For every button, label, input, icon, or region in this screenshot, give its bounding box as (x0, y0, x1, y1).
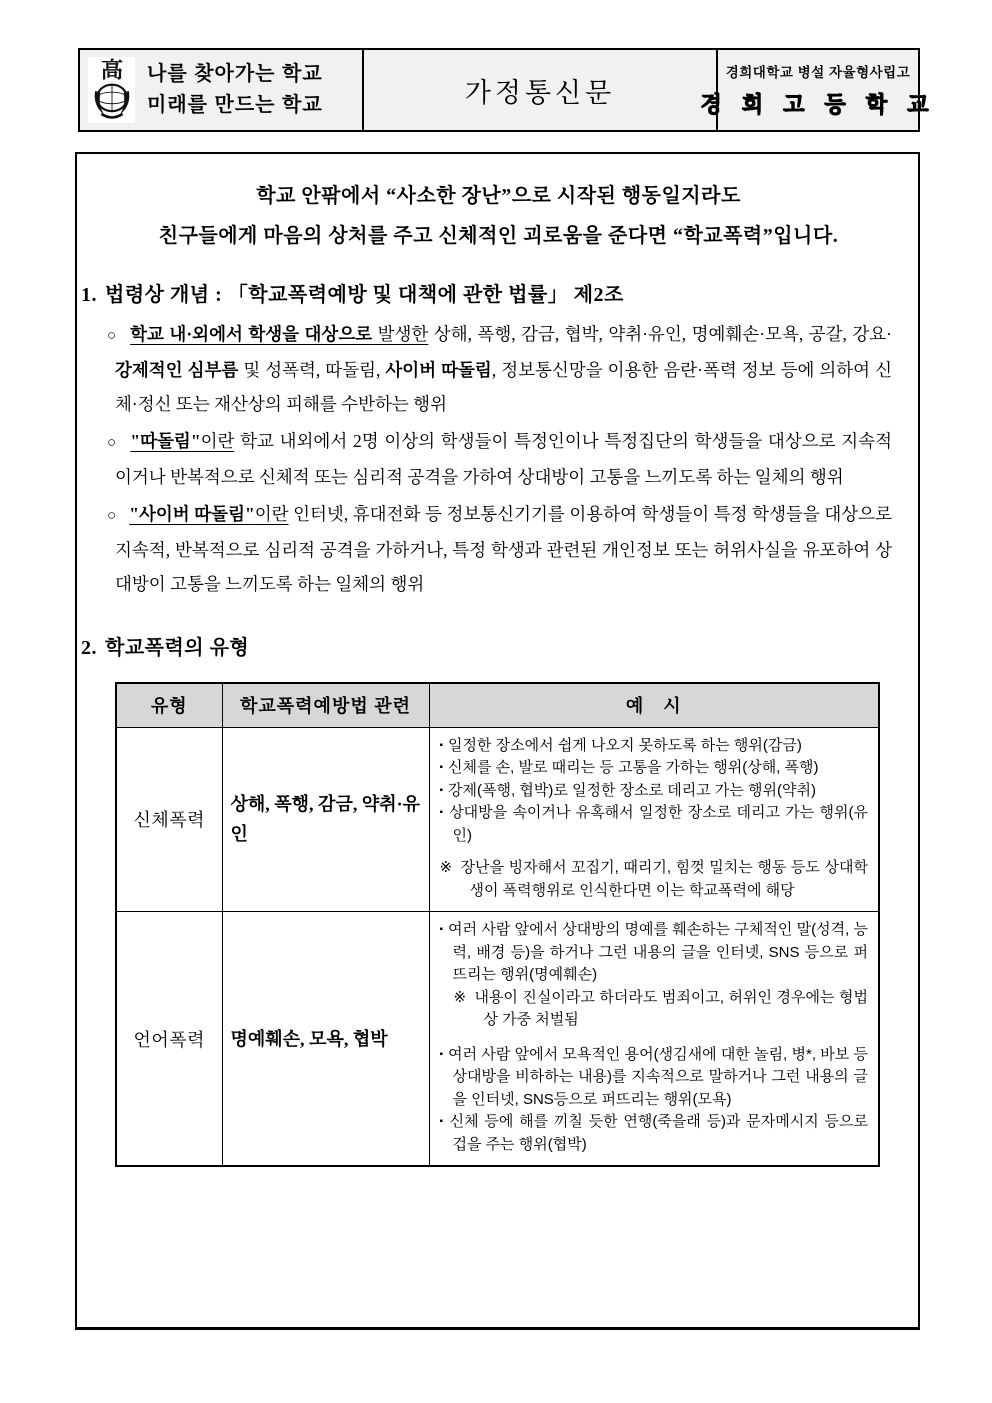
row-law: 상해, 폭행, 감금, 약취·유인 (222, 727, 429, 912)
example-item: ▪ 신체 등에 해를 끼칠 듯한 연행(죽을래 등)과 문자메시지 등으로 겁을 주는 행위(협박) (439, 1113, 868, 1153)
section1-number: 1. (81, 284, 97, 306)
legal-definition-item: ○ "따돌림"이란 학교 내외에서 2명 이상의 학생들이 특정인이나 특정집단의 학생들을 대상으로 지속적이거나 반복적으로 신체적 또는 심리적 공격을 가하여 상대방이 고통을 느끼도록 하는 일체의 행위 (107, 431, 892, 487)
section1-heading (81, 278, 892, 307)
square-bullet-icon: ▪ (439, 762, 444, 773)
section1-title: 법령상 개념 : 「학교폭력예방 및 대책에 관한 법률」 제2조 (105, 284, 624, 306)
circle-bullet-icon: ○ (107, 508, 117, 524)
col-header-examples: 예 시 (429, 683, 879, 727)
school-affiliation: 경희대학교 병설 자율형사립고 (725, 65, 911, 80)
col-header-law: 학교폭력예방법 관련 (222, 683, 429, 727)
example-note: ※ 내용이 진실이라고 하더라도 범죄이고, 허위인 경우에는 형법상 가중 처벌됨 (453, 988, 868, 1028)
example-item: ▪ 여러 사람 앞에서 모욕적인 용어(생김새에 대한 놀림, 병*, 바보 등 상대방을 비하하는 내용)를 지속적으로 말하거나 그런 내용의 글을 인터넷, SNS등으로 퍼뜨리는 행위(모욕) (439, 1045, 868, 1108)
intro-line-2: 친구들에게 마음의 상처를 주고 신체적인 괴로움을 준다면 “학교폭력”입니다. (158, 225, 839, 247)
square-bullet-icon: ▪ (439, 1048, 444, 1060)
reference-mark-icon: ※ (439, 859, 453, 876)
section2-heading (81, 631, 892, 660)
square-bullet-icon: ▪ (439, 924, 444, 935)
row-type: 신체폭력 (116, 727, 222, 912)
section2-number: 2. (81, 637, 97, 659)
emblem-character: 高 (100, 57, 123, 83)
example-item: ▪ 일정한 장소에서 쉽게 나오지 못하도록 하는 행위(감금) (439, 736, 802, 754)
example-item: ▪ 여러 사람 앞에서 상대방의 명예를 훼손하는 구체적인 말(성격, 능력, 배경 등)을 하거나 그런 내용의 글을 인터넷, SNS 등으로 퍼뜨리는 행위(명예훼손) (439, 921, 868, 983)
table-row-physical-violence (116, 727, 879, 912)
example-item: ▪ 강제(폭행, 협박)로 일정한 장소로 데리고 가는 행위(약취) (439, 781, 816, 799)
document-title: 가정통신문 (464, 77, 616, 108)
section2-title: 학교폭력의 유형 (105, 637, 250, 659)
header-left-cell (80, 50, 362, 130)
violence-types-table (115, 682, 880, 1167)
legal-definition-item: ○ 학교 내·외에서 학생을 대상으로 발생한 상해, 폭행, 감금, 협박, 약취·유인, 명예훼손·모욕, 공갈, 강요·강제적인 심부름 및 성폭력, 따돌림, 사이버 따돌림, 정보통신망을 이용한 음란·폭력 정보 등에 의하여 신체·정신 또는 재산상의 피해를 수반하는 행위 (107, 324, 893, 414)
circle-bullet-icon: ○ (107, 435, 118, 451)
motto-line-1: 나를 찾아가는 학교 (147, 63, 323, 85)
school-logo (88, 57, 135, 123)
school-motto (147, 59, 323, 121)
section1-bullets (105, 317, 892, 601)
header-right-cell (700, 50, 936, 130)
motto-line-2: 미래를 만드는 학교 (147, 94, 323, 116)
document-title-cell (362, 50, 718, 130)
row-examples (429, 912, 879, 1167)
bullet2-emphasis: "따돌림" (130, 431, 201, 451)
school-emblem-icon (89, 57, 135, 123)
example-item: ▪ 신체를 손, 발로 때리는 등 고통을 가하는 행위(상해, 폭행) (439, 759, 819, 776)
school-name: 경 희 고 등 학 교 (700, 92, 936, 117)
row-type: 언어폭력 (116, 912, 222, 1167)
table-row-verbal-violence (116, 912, 879, 1167)
row-law: 명예훼손, 모욕, 협박 (222, 912, 429, 1167)
bullet1-emphasis: 학교 내·외에서 학생을 대상으로 (130, 324, 373, 344)
example-note: ※ 장난을 빙자해서 꼬집기, 때리기, 힘껏 밀치는 행동 등도 상대학생이 폭력행위로 인식한다면 이는 학교폭력에 해당 (439, 859, 868, 899)
bullet3-emphasis: "사이버 따돌림" (129, 504, 255, 524)
document-header (78, 48, 936, 132)
table-header-row (116, 683, 879, 727)
intro-statement (105, 176, 892, 256)
square-bullet-icon: ▪ (439, 784, 444, 796)
row-examples (429, 727, 879, 912)
content-box (75, 152, 920, 1330)
square-bullet-icon: ▪ (439, 739, 444, 751)
circle-bullet-icon: ○ (107, 328, 118, 344)
legal-definition-item: ○ "사이버 따돌림"이란 인터넷, 휴대전화 등 정보통신기기를 이용하여 학생들이 특정 학생들을 대상으로 지속적, 반복적으로 심리적 공격을 가하거나, 특정 학생과 관련된 개인정보 또는 허위사실을 유포하여 상대방이 고통을 느끼도록 하는 일체의 행위 (107, 504, 892, 594)
square-bullet-icon: ▪ (439, 1116, 445, 1127)
intro-line-1: 학교 안팎에서 “사소한 장난”으로 시작된 행동일지라도 (256, 185, 741, 207)
col-header-type: 유형 (116, 683, 222, 727)
example-item: ▪ 상대방을 속이거나 유혹해서 일정한 장소로 데리고 가는 행위(유인) (439, 804, 868, 844)
square-bullet-icon: ▪ (439, 807, 445, 818)
reference-mark-icon: ※ (453, 988, 467, 1006)
